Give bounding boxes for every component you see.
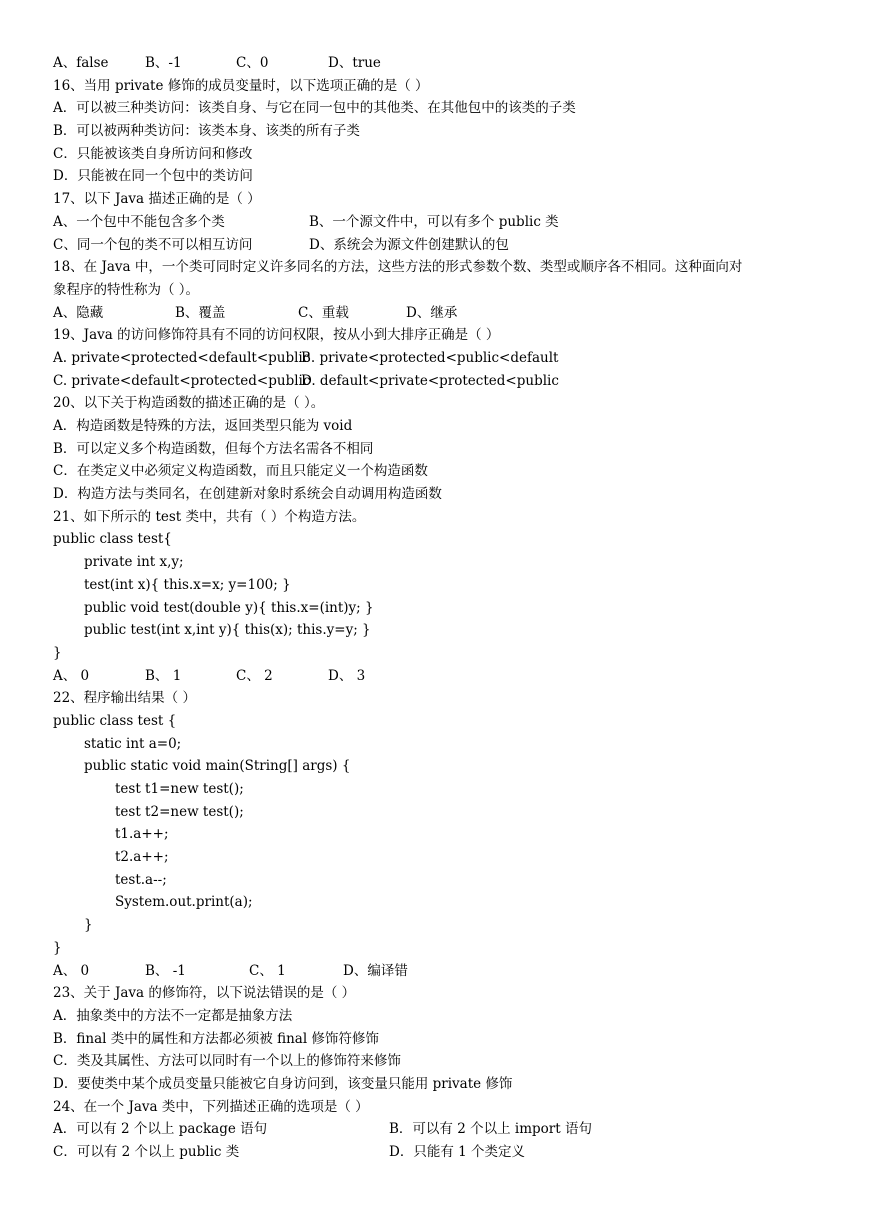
option-c: C. private<default<protected<public bbox=[53, 372, 311, 389]
code-line: private int x,y; bbox=[84, 554, 184, 571]
question-20: 20、以下关于构造函数的描述正确的是（ ）。 bbox=[53, 395, 325, 412]
code-line: test t2=new test(); bbox=[115, 803, 244, 820]
q20-option-a: A．构造函数是特殊的方法，返回类型只能为 void bbox=[53, 418, 353, 434]
question-18-cont: 象程序的特性称为（ ）。 bbox=[53, 281, 200, 298]
q23-option-b: B．final 类中的属性和方法都必须被 final 修饰符修饰 bbox=[53, 1030, 379, 1047]
option-a: A、 0 bbox=[53, 667, 90, 684]
code-line: public void test(double y){ this.x=(int)y; } bbox=[84, 599, 374, 616]
option-a: A、隐藏 bbox=[53, 304, 104, 321]
option-b: B、 1 bbox=[145, 667, 182, 684]
option-b: B、覆盖 bbox=[175, 304, 226, 321]
question-18: 18、在 Java 中，一个类可同时定义许多同名的方法，这些方法的形式参数个数、类型或顺序各不相同。这种面向对 bbox=[53, 259, 743, 276]
option-d: D. default<private<protected<public bbox=[301, 372, 559, 389]
option-a: A、 0 bbox=[53, 962, 90, 979]
q23-option-a: A．抽象类中的方法不一定都是抽象方法 bbox=[53, 1007, 293, 1024]
q16-option-b: B．可以被两种类访问：该类本身、该类的所有子类 bbox=[53, 123, 360, 140]
option-c: C．可以有 2 个以上 public 类 bbox=[53, 1144, 240, 1160]
q20-option-d: D．构造方法与类同名，在创建新对象时系统会自动调用构造函数 bbox=[53, 486, 442, 503]
code-line: public static void main(String[] args) { bbox=[84, 758, 351, 775]
option-b: B．可以有 2 个以上 import 语句 bbox=[389, 1121, 592, 1138]
q20-option-b: B．可以定义多个构造函数，但每个方法名需各不相同 bbox=[53, 440, 374, 457]
q23-option-c: C．类及其属性、方法可以同时有一个以上的修饰符来修饰 bbox=[53, 1053, 401, 1070]
option-a: A．可以有 2 个以上 package 语句 bbox=[53, 1121, 268, 1138]
q22-options bbox=[53, 960, 853, 983]
option-d: D、编译错 bbox=[343, 962, 408, 979]
code-line: System.out.print(a); bbox=[115, 894, 253, 911]
q20-option-c: C．在类定义中必须定义构造函数，而且只能定义一个构造函数 bbox=[53, 463, 428, 480]
q16-option-a: A．可以被三种类访问：该类自身、与它在同一包中的其他类、在其他包中的该类的子类 bbox=[53, 100, 576, 117]
option-c: C、0 bbox=[236, 55, 269, 71]
question-21: 21、如下所示的 test 类中，共有（ ）个构造方法。 bbox=[53, 508, 366, 525]
document-page bbox=[53, 52, 853, 1164]
question-23: 23、关于 Java 的修饰符，以下说法错误的是（ ） bbox=[53, 985, 356, 1002]
q18-options bbox=[53, 302, 853, 325]
code-line: public test(int x,int y){ this(x); this.y=y; } bbox=[84, 622, 371, 639]
q23-option-d: D．要使类中某个成员变量只能被它自身访问到，该变量只能用 private 修饰 bbox=[53, 1075, 513, 1092]
code-line: } bbox=[53, 644, 62, 661]
option-d: D、true bbox=[328, 55, 381, 71]
option-b: B. private<protected<public<default bbox=[301, 349, 559, 366]
question-24: 24、在一个 Java 类中，下列描述正确的选项是（ ） bbox=[53, 1098, 369, 1115]
code-line: t1.a++; bbox=[115, 826, 169, 843]
question-16: 16、当用 private 修饰的成员变量时，以下选项正确的是（ ） bbox=[53, 77, 429, 94]
code-line: } bbox=[53, 939, 62, 956]
q21-options bbox=[53, 665, 853, 688]
q16-option-c: C．只能被该类自身所访问和修改 bbox=[53, 145, 253, 162]
q19-options-ab bbox=[53, 347, 853, 370]
option-b: B、一个源文件中，可以有多个 public 类 bbox=[309, 213, 559, 230]
q16-option-d: D．只能被在同一个包中的类访问 bbox=[53, 168, 253, 185]
code-line: public class test { bbox=[53, 712, 177, 729]
option-d: D、系统会为源文件创建默认的包 bbox=[309, 236, 509, 253]
option-c: C、同一个包的类不可以相互访问 bbox=[53, 236, 253, 253]
option-c: C、重载 bbox=[298, 304, 349, 321]
q19-options-cd bbox=[53, 370, 853, 393]
q17-options-cd bbox=[53, 234, 853, 257]
option-b: B、-1 bbox=[145, 55, 182, 71]
option-c: C、 1 bbox=[249, 962, 286, 979]
code-line: test.a--; bbox=[115, 871, 167, 888]
option-d: D、 3 bbox=[328, 667, 366, 684]
question-22: 22、程序输出结果（ ） bbox=[53, 690, 196, 707]
q24-options-ab bbox=[53, 1118, 853, 1141]
code-line: static int a=0; bbox=[84, 735, 182, 752]
option-b: B、 -1 bbox=[145, 962, 186, 979]
q24-options-cd bbox=[53, 1141, 853, 1164]
code-line: public class test{ bbox=[53, 531, 172, 548]
code-line: } bbox=[84, 917, 93, 934]
q17-options-ab bbox=[53, 211, 853, 234]
code-line: test t1=new test(); bbox=[115, 781, 244, 797]
question-17: 17、以下 Java 描述正确的是（ ） bbox=[53, 191, 261, 208]
option-d: D、继承 bbox=[406, 304, 458, 321]
code-line: t2.a++; bbox=[115, 849, 169, 866]
question-19: 19、Java 的访问修饰符具有不同的访问权限，按从小到大排序正确是（ ） bbox=[53, 327, 500, 344]
code-line: test(int x){ this.x=x; y=100; } bbox=[84, 576, 291, 593]
option-a: A、一个包中不能包含多个类 bbox=[53, 213, 225, 230]
option-a: A. private<protected<default<public bbox=[53, 349, 311, 366]
option-d: D．只能有 1 个类定义 bbox=[389, 1144, 525, 1160]
option-a: A、false bbox=[53, 55, 109, 71]
option-c: C、 2 bbox=[236, 667, 273, 684]
q15-options bbox=[53, 52, 853, 75]
